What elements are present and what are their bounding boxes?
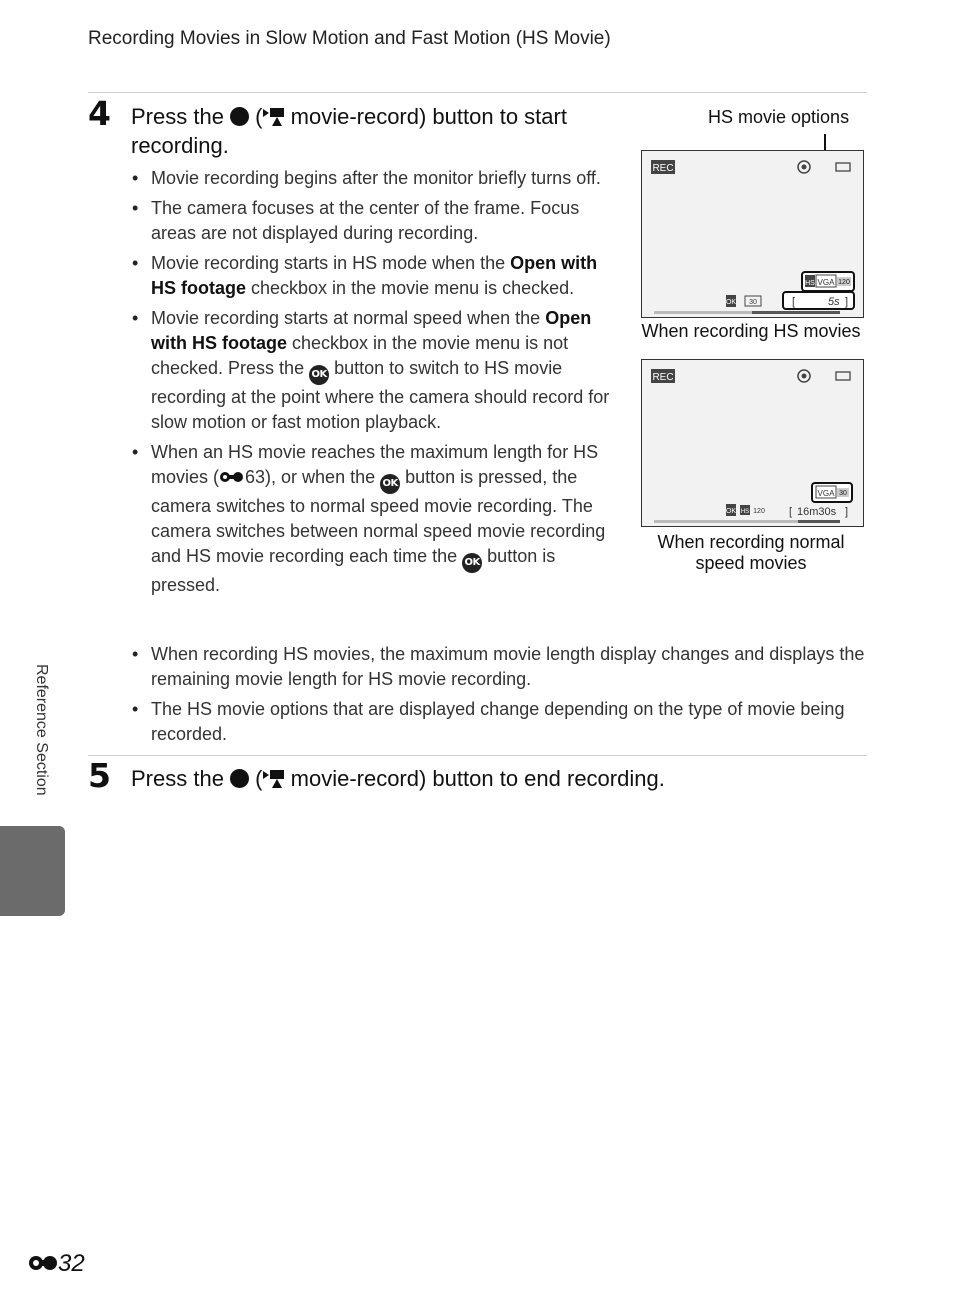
list-item [131,642,867,692]
bullet-text: checkbox in the movie menu is not checked. Press the [151,333,569,378]
svg-text:5s: 5s [828,296,840,308]
divider [88,755,867,756]
menu-option-name: Open with HS footage [151,253,598,298]
rec-text: REC [652,163,674,174]
svg-text:]: ] [845,296,849,308]
svg-text:120: 120 [838,279,850,286]
normal-screen-caption-line1: When recording normal [657,532,845,552]
step-5-title-paren: ( [249,766,263,791]
sidebar-tab[interactable] [0,826,65,916]
list-item [131,697,867,747]
record-button-icon [230,107,249,126]
list-item [131,251,616,301]
list-item [131,166,616,191]
step-5-title [131,764,867,793]
step-4-bullets-wide [131,642,867,752]
step-4-title-pre: Press the [131,104,224,129]
movie-record-icon [263,107,285,127]
battery-icon [836,163,850,171]
step-4-title [131,102,621,160]
bullet-text: ), or when the [265,467,381,487]
normal-screen-caption-line2: speed movies [695,553,807,573]
step-4-bullets [131,166,616,603]
reference-section-icon [219,470,245,484]
svg-text:OK: OK [725,508,737,515]
hs-recording-screen [641,150,864,318]
normal-recording-screen [641,359,864,527]
svg-text:]: ] [845,506,849,518]
bullet-text: The HS movie options that are displayed change depending on the type of movie being recorded. [151,699,845,744]
svg-text:VGA: VGA [817,278,835,287]
svg-text:30: 30 [839,490,847,497]
ok-button-icon: OK [380,474,400,494]
step-4-title-paren: ( [249,104,263,129]
svg-text:[: [ [792,296,796,308]
movie-record-icon [263,769,285,789]
bullet-text: checkbox in the movie menu is checked. [246,278,575,298]
list-item [131,306,616,435]
svg-text:VGA: VGA [817,489,835,498]
normal-screen-caption [641,532,861,574]
bullet-text: When an HS movie reaches the maximum length for HS movies ( [151,442,599,487]
svg-text:120: 120 [753,508,765,515]
bullet-text: button to switch to HS movie recording at the point where the camera should record for slow motion or fast motion playback. [151,358,610,432]
svg-text:[: [ [789,506,793,518]
step-number-5: 5 [88,756,111,795]
bullet-text: When recording HS movies, the maximum movie length display changes and displays the remaining movie length for HS movie recording. [151,644,865,689]
bullet-text: button is pressed, the camera switches to normal speed movie recording. The camera switches between normal speed movie recording and HS movie recording each time the [151,467,606,566]
step-5-title-post: movie-record) button to end recording. [284,766,665,791]
svg-text:HS: HS [805,280,815,287]
progress-fill [752,311,840,314]
ok-button-icon: OK [309,365,329,385]
divider [88,92,867,93]
hs-movie-options-callout: HS movie options [708,107,850,127]
page-number [28,1250,85,1278]
bullet-text: Movie recording starts in HS mode when the [151,253,511,273]
bullet-text: Movie recording starts at normal speed when the [151,308,546,328]
progress-fill [798,520,840,523]
record-button-icon [230,769,249,788]
list-item [131,440,616,598]
step-5-title-pre: Press the [131,766,224,791]
bullet-text: button is pressed. [151,546,556,595]
sidebar-section-label [26,664,52,814]
svg-text:16m30s: 16m30s [797,506,837,518]
sidebar-label-text: Reference Section [33,664,50,796]
page-number-value: 32 [58,1250,85,1277]
list-item [131,196,616,246]
svg-text:HS: HS [740,509,750,515]
ok-button-icon: OK [462,553,482,573]
svg-text:30: 30 [749,299,757,306]
battery-icon [836,372,850,380]
reference-section-icon [28,1254,58,1272]
page-header-title: Recording Movies in Slow Motion and Fast Motion (HS Movie) [88,28,611,49]
rec-text: REC [652,372,674,383]
bullet-text: The camera focuses at the center of the frame. Focus areas are not displayed during recording. [151,198,580,243]
hs-screen-overlay [642,151,862,316]
svg-text:OK: OK [725,299,737,306]
menu-option-name: Open with HS footage [151,308,592,353]
step-4-title-post: movie-record) button to start recording. [131,104,567,158]
normal-screen-overlay [642,360,862,525]
bullet-text: Movie recording begins after the monitor briefly turns off. [151,168,601,188]
page-reference[interactable]: 63 [245,467,266,487]
step-number-4: 4 [88,94,111,133]
hs-screen-caption: When recording HS movies [641,321,861,341]
